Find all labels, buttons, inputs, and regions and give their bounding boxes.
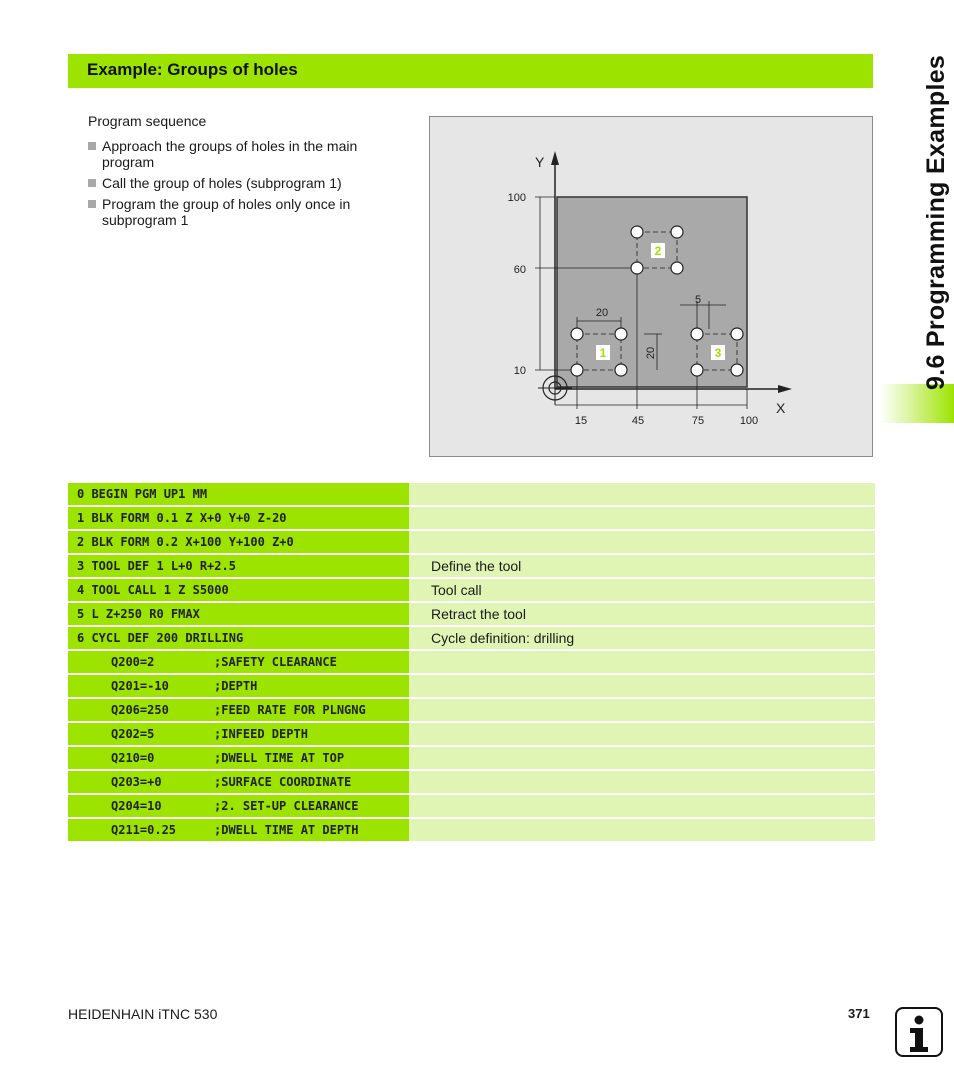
description-cell — [409, 675, 875, 697]
param-comment-text: ;DWELL TIME AT DEPTH — [214, 823, 359, 837]
code-cell — [68, 723, 409, 745]
param-comment-text: ;SURFACE COORDINATE — [214, 775, 352, 789]
dim-20-vertical-label: 20 — [645, 346, 657, 360]
description-cell — [409, 771, 875, 793]
list-item-text: Program the group of holes only once in subprogram 1 — [102, 196, 351, 228]
section-title: Example: Groups of holes — [87, 60, 298, 79]
hole-marker — [691, 328, 703, 340]
section-header-bar — [68, 54, 873, 88]
param-code-text: Q210=0 — [111, 751, 155, 765]
code-text: 3 TOOL DEF 1 L+0 R+2.5 — [77, 559, 236, 573]
info-icon — [895, 1007, 943, 1057]
table-row — [68, 723, 875, 745]
description-cell — [409, 531, 875, 553]
y-dim-label: 100 — [507, 192, 526, 204]
list-item-text: Call the group of holes (subprogram 1) — [102, 175, 342, 191]
description-cell — [409, 699, 875, 721]
code-cell — [68, 819, 409, 841]
description-cell — [409, 723, 875, 745]
list-item — [88, 138, 388, 170]
param-comment-text: ;INFEED DEPTH — [214, 727, 308, 741]
list-item — [88, 175, 388, 191]
hole-marker — [671, 226, 683, 238]
table-row — [68, 675, 875, 697]
hole-marker — [731, 364, 743, 376]
param-code-text: Q204=10 — [111, 799, 162, 813]
param-code-text: Q203=+0 — [111, 775, 162, 789]
code-text: 5 L Z+250 R0 FMAX — [77, 607, 200, 621]
table-row — [68, 507, 875, 529]
description-cell — [409, 603, 875, 625]
page-number: 371 — [848, 1006, 870, 1021]
description-cell — [409, 819, 875, 841]
description-cell — [409, 627, 875, 649]
table-row — [68, 603, 875, 625]
description-cell — [409, 507, 875, 529]
hole-marker — [615, 364, 627, 376]
param-comment-text: ;SAFETY CLEARANCE — [214, 655, 337, 669]
code-text: 2 BLK FORM 0.2 X+100 Y+100 Z+0 — [77, 535, 294, 549]
x-axis-arrow-icon — [778, 385, 792, 393]
description-cell — [409, 483, 875, 505]
table-row — [68, 483, 875, 505]
sequence-list — [88, 138, 388, 228]
hole-marker — [631, 262, 643, 274]
table-row — [68, 627, 875, 649]
y-axis-label: Y — [535, 154, 545, 170]
param-code-text: Q200=2 — [111, 655, 155, 669]
param-code-text: Q202=5 — [111, 727, 155, 741]
param-comment-text: ;DWELL TIME AT TOP — [214, 751, 345, 765]
hole-marker — [631, 226, 643, 238]
param-comment-text: ;DEPTH — [214, 679, 258, 693]
group-2-label: 2 — [654, 244, 662, 258]
description-text: Cycle definition: drilling — [431, 630, 575, 646]
table-row — [68, 651, 875, 673]
description-cell — [409, 747, 875, 769]
code-cell — [68, 795, 409, 817]
code-cell — [68, 747, 409, 769]
hole-groups-drawing — [429, 116, 873, 457]
hole-marker — [671, 262, 683, 274]
description-cell — [409, 555, 875, 577]
code-cell — [68, 771, 409, 793]
bullet-square-icon — [88, 179, 96, 187]
program-sequence-block — [88, 113, 388, 233]
table-row — [68, 555, 875, 577]
chapter-tab-title: 9.6 Programming Examples — [922, 54, 950, 390]
x-dim-label: 15 — [574, 415, 588, 427]
group-3-label: 3 — [714, 346, 722, 360]
y-axis-arrow-icon — [551, 151, 559, 165]
description-cell — [409, 795, 875, 817]
table-row — [68, 747, 875, 769]
x-dim-label: 75 — [691, 415, 705, 427]
param-code-text: Q201=-10 — [111, 679, 169, 693]
list-item — [88, 196, 388, 228]
hole-marker — [691, 364, 703, 376]
description-cell — [409, 651, 875, 673]
table-row — [68, 771, 875, 793]
code-cell — [68, 555, 409, 577]
program-sequence-heading: Program sequence — [88, 113, 207, 129]
bullet-square-icon — [88, 200, 96, 208]
code-cell — [68, 579, 409, 601]
code-cell — [68, 531, 409, 553]
dim-20-label: 20 — [595, 307, 609, 319]
hole-marker — [731, 328, 743, 340]
table-row — [68, 795, 875, 817]
description-text: Tool call — [431, 582, 482, 598]
code-cell — [68, 651, 409, 673]
code-cell — [68, 699, 409, 721]
bullet-square-icon — [88, 142, 96, 150]
hole-marker — [615, 328, 627, 340]
footer-product-name: HEIDENHAIN iTNC 530 — [68, 1006, 218, 1022]
code-text: 4 TOOL CALL 1 Z S5000 — [77, 583, 229, 597]
code-text: 0 BEGIN PGM UP1 MM — [77, 487, 208, 501]
code-cell — [68, 507, 409, 529]
code-cell — [68, 675, 409, 697]
code-cell — [68, 483, 409, 505]
code-cell — [68, 603, 409, 625]
table-row — [68, 531, 875, 553]
code-cell — [68, 627, 409, 649]
code-text: 1 BLK FORM 0.1 Z X+0 Y+0 Z-20 — [77, 511, 287, 525]
description-text: Define the tool — [431, 558, 522, 574]
hole-marker — [571, 364, 583, 376]
y-dim-label: 10 — [513, 365, 526, 377]
param-code-text: Q211=0.25 — [111, 823, 177, 837]
group-1-label: 1 — [599, 346, 607, 360]
x-axis-label: X — [776, 400, 786, 416]
dim-5-label: 5 — [694, 294, 702, 306]
list-item-text: Approach the groups of holes in the main program — [102, 138, 358, 170]
nc-program-table — [68, 483, 875, 843]
table-row — [68, 699, 875, 721]
x-dim-label: 45 — [631, 415, 645, 427]
y-dim-label: 60 — [513, 264, 526, 276]
description-cell — [409, 579, 875, 601]
x-dim-label: 100 — [739, 415, 759, 427]
param-comment-text: ;2. SET-UP CLEARANCE — [214, 799, 359, 813]
table-row — [68, 819, 875, 841]
param-comment-text: ;FEED RATE FOR PLNGNG — [214, 703, 366, 717]
description-text: Retract the tool — [431, 606, 526, 622]
table-row — [68, 579, 875, 601]
code-text: 6 CYCL DEF 200 DRILLING — [77, 631, 244, 645]
param-code-text: Q206=250 — [111, 703, 169, 717]
hole-marker — [571, 328, 583, 340]
